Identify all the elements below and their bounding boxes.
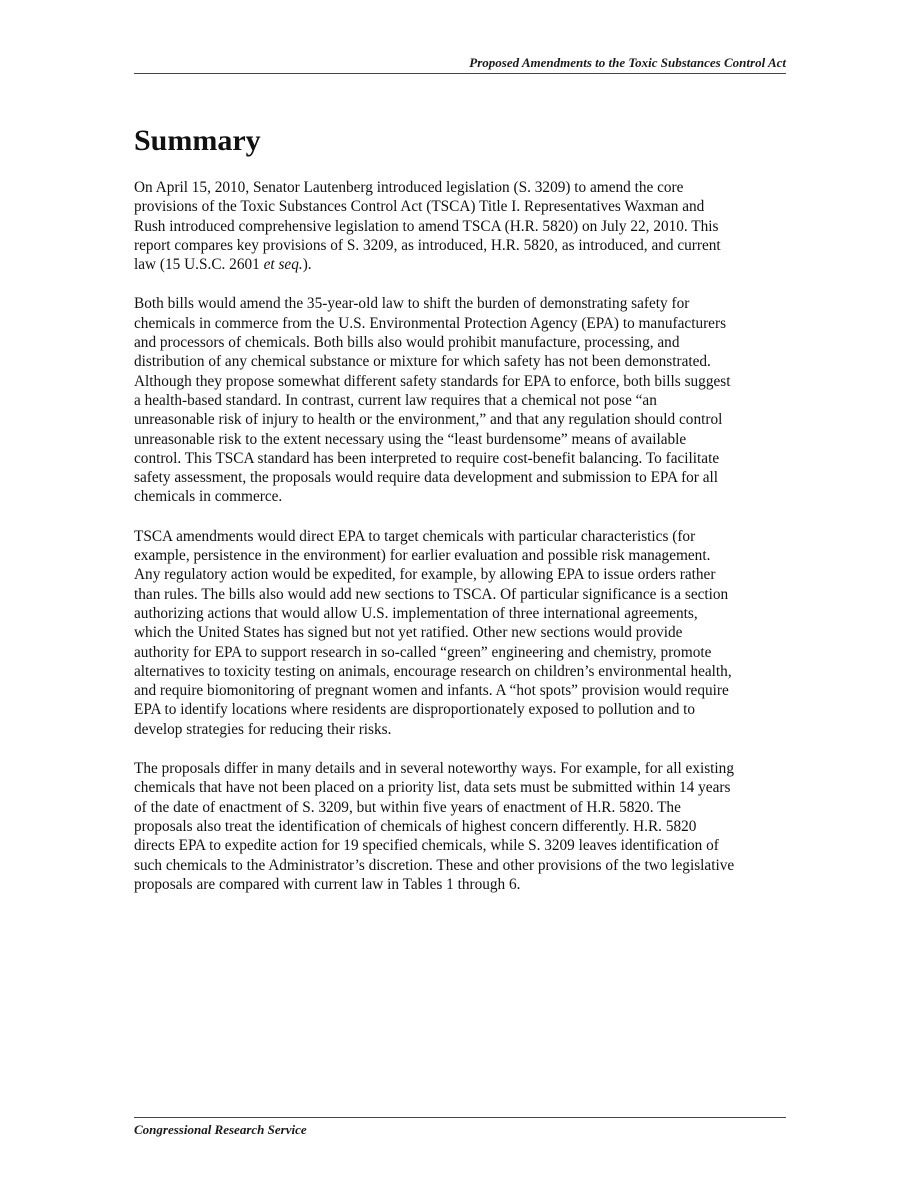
text-line: chemicals that have not been placed on a priority list, data sets must be submitted within 14 years: [134, 779, 731, 797]
paragraph-intro: [134, 178, 786, 274]
footer-rule: [134, 1117, 786, 1118]
header-rule: [134, 73, 786, 74]
text-line: than rules. The bills also would add new sections to TSCA. Of particular significance is a section: [134, 585, 729, 603]
text-line: and require biomonitoring of pregnant women and infants. A “hot spots” provision would require: [134, 682, 729, 700]
text-line: Both bills would amend the 35-year-old law to shift the burden of demonstrating safety for: [134, 295, 690, 313]
text-line: proposals are compared with current law in Tables 1 through 6.: [134, 875, 521, 893]
text-line: alternatives to toxicity testing on animals, encourage research on children’s environmental health,: [134, 662, 732, 680]
summary-body: [134, 178, 786, 914]
text-line: distribution of any chemical substance or mixture for which safety has not been demonstrated.: [134, 353, 711, 371]
text-line: authorizing actions that would allow U.S. implementation of three international agreements,: [134, 604, 698, 622]
text-line: On April 15, 2010, Senator Lautenberg introduced legislation (S. 3209) to amend the core: [134, 179, 684, 196]
running-header: Proposed Amendments to the Toxic Substances Control Act: [469, 55, 786, 70]
text-line: directs EPA to expedite action for 19 specified chemicals, while S. 3209 leaves identification of: [134, 837, 719, 855]
text-line: unreasonable risk of injury to health or the environment,” and that any regulation should control: [134, 411, 723, 429]
text-line: chemicals in commerce from the U.S. Environmental Protection Agency (EPA) to manufacturers: [134, 314, 727, 332]
text-line-citation: [134, 255, 786, 274]
paragraph-tsca-amendments: [134, 527, 786, 739]
text-line: a health-based standard. In contrast, current law requires that a chemical not pose “an: [134, 391, 657, 409]
text-line: unreasonable risk to the extent necessary using the “least burdensome” means of available: [134, 430, 687, 448]
text-line: of the date of enactment of S. 3209, but within five years of enactment of H.R. 5820. The: [134, 798, 681, 816]
running-footer: Congressional Research Service: [134, 1122, 307, 1137]
citation-end: ).: [302, 256, 312, 274]
text-line: develop strategies for reducing their risks.: [134, 720, 392, 738]
text-line: Any regulatory action would be expedited, for example, by allowing EPA to issue orders rather: [134, 566, 716, 584]
section-title: Summary: [134, 124, 261, 157]
text-line: example, persistence in the environment) for earlier evaluation and possible risk management.: [134, 547, 711, 565]
text-line: Rush introduced comprehensive legislation to amend TSCA (H.R. 5820) on July 22, 2010. This: [134, 217, 719, 235]
paragraph-burden-of-safety: [134, 294, 786, 506]
text-line: Although they propose somewhat different safety standards for EPA to enforce, both bills suggest: [134, 372, 731, 390]
text-line: provisions of the Toxic Substances Control Act (TSCA) Title I. Representatives Waxman and: [134, 198, 705, 216]
text-line: authority for EPA to support research in so-called “green” engineering and chemistry, promote: [134, 643, 712, 661]
text-line: which the United States has signed but not yet ratified. Other new sections would provide: [134, 624, 683, 642]
text-line: The proposals differ in many details and in several noteworthy ways. For example, for all existing: [134, 760, 734, 778]
text-line: such chemicals to the Administrator’s discretion. These and other provisions of the two legislative: [134, 856, 735, 874]
text-line: and processors of chemicals. Both bills also would prohibit manufacture, processing, and: [134, 334, 680, 352]
text-line: report compares key provisions of S. 3209, as introduced, H.R. 5820, as introduced, and current: [134, 236, 721, 254]
text-line: control. This TSCA standard has been interpreted to require cost-benefit balancing. To facilitate: [134, 449, 720, 467]
text-line: safety assessment, the proposals would require data development and submission to EPA for all: [134, 469, 719, 487]
text-line: EPA to identify locations where residents are disproportionately exposed to pollution and to: [134, 701, 696, 719]
paragraph-differences: [134, 759, 786, 894]
text-line: TSCA amendments would direct EPA to target chemicals with particular characteristics (for: [134, 527, 696, 545]
citation-italic: et seq.: [263, 256, 303, 274]
text-line: proposals also treat the identification of chemicals of highest concern differently. H.R. 5820: [134, 817, 697, 835]
text-line: chemicals in commerce.: [134, 488, 283, 506]
citation-text: law (15 U.S.C. 2601: [134, 256, 264, 274]
